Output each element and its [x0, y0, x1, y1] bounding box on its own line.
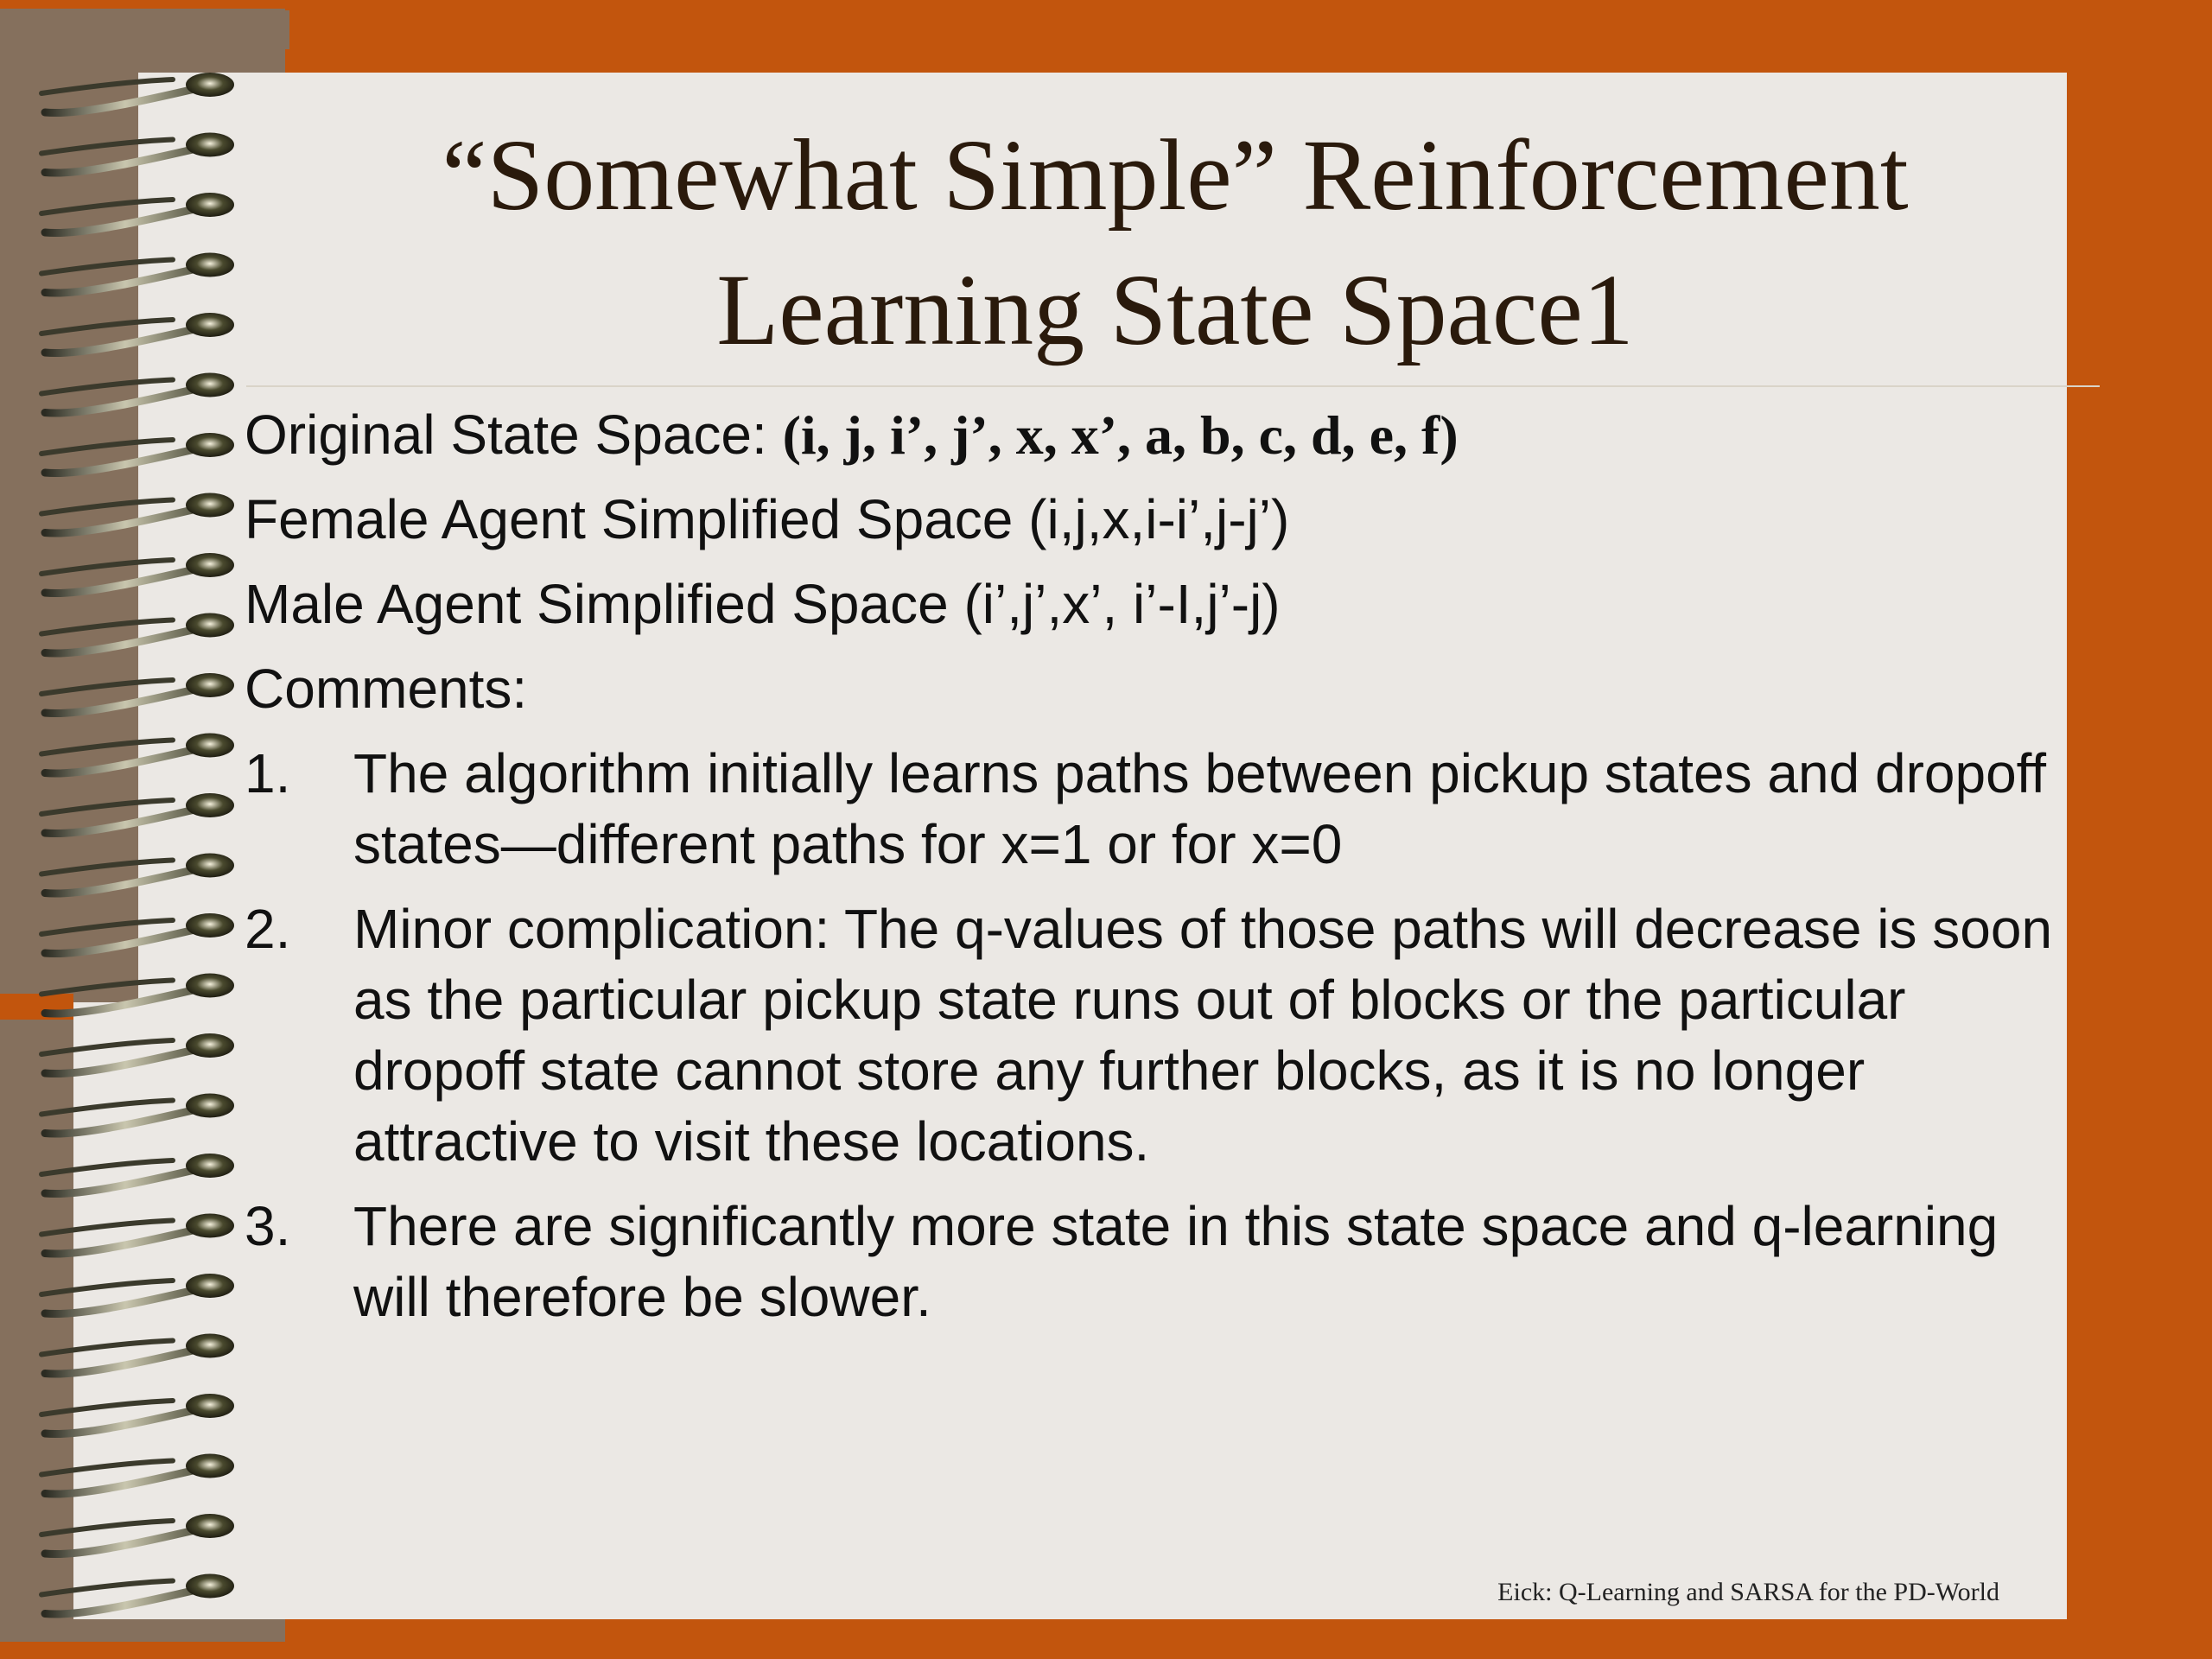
spiral-hole	[186, 1454, 234, 1478]
slide-body	[245, 399, 2059, 1346]
spiral-ring-back	[41, 320, 173, 334]
spiral-ring-back	[41, 1521, 173, 1535]
spiral-ring-back	[41, 440, 173, 454]
spiral-hole	[186, 793, 234, 817]
spiral-hole	[186, 1514, 234, 1538]
spiral-ring-back	[41, 140, 173, 154]
spiral-ring-back	[41, 1581, 173, 1595]
spiral-ring-back	[41, 1341, 173, 1355]
spiral-ring-back	[41, 1160, 173, 1174]
bullet-male-agent-space	[245, 569, 2059, 639]
spiral-ring-back	[41, 1221, 173, 1235]
spiral-hole	[186, 734, 234, 758]
spiral-hole	[186, 854, 234, 878]
spiral-ring-back	[41, 1461, 173, 1475]
spiral-hole	[186, 433, 234, 457]
comment-text: The algorithm initially learns paths between pickup states and dropoff states—different paths for x=1 or for x=0	[353, 742, 2047, 875]
spiral-ring-back	[41, 680, 173, 694]
spiral-ring-back	[41, 1101, 173, 1115]
spiral-hole	[186, 193, 234, 217]
spiral-hole	[186, 1274, 234, 1298]
spiral-ring-back	[41, 920, 173, 934]
spiral-hole	[186, 1574, 234, 1599]
spiral-ring-back	[41, 200, 173, 213]
spiral-ring-back	[41, 620, 173, 634]
spiral-hole	[186, 974, 234, 998]
spiral-ring-back	[41, 500, 173, 514]
spiral-hole	[186, 133, 234, 157]
spiral-hole	[186, 373, 234, 397]
bullet-emphasis: (i, j, i’, j’, x, x’, a, b, c, d, e, f)	[782, 404, 1459, 466]
spiral-hole	[186, 493, 234, 518]
spiral-ring-back	[41, 741, 173, 754]
spiral-hole	[186, 73, 234, 97]
spiral-hole	[186, 1033, 234, 1058]
comment-item-3	[245, 1191, 2059, 1332]
bullet-label: Comments:	[245, 658, 528, 720]
bullet-original-state-space	[245, 399, 2059, 470]
spiral-ring-back	[41, 79, 173, 93]
comment-item-2	[245, 893, 2059, 1177]
spiral-ring-back	[41, 380, 173, 394]
spiral-hole	[186, 1394, 234, 1418]
bullet-label: Original State Space:	[245, 404, 783, 466]
spiral-ring-back	[41, 560, 173, 574]
bullet-label: Female Agent Simplified Space (i,j,x,i-i’,j-j’)	[245, 488, 1290, 550]
title-line-2: Learning State Space1	[716, 253, 1634, 366]
spiral-hole	[186, 1094, 234, 1118]
spiral-hole	[186, 673, 234, 697]
spiral-ring-back	[41, 800, 173, 814]
title-line-1: “Somewhat Simple” Reinforcement	[442, 118, 1909, 232]
comment-number: 1.	[245, 742, 291, 804]
bullet-female-agent-space	[245, 484, 2059, 555]
comment-item-1	[245, 738, 2059, 880]
slide-footer: Eick: Q-Learning and SARSA for the PD-World	[1497, 1578, 1999, 1606]
spiral-hole	[186, 313, 234, 337]
spiral-hole	[186, 1154, 234, 1178]
spiral-hole	[186, 1214, 234, 1238]
comment-number: 3.	[245, 1195, 291, 1257]
spiral-hole	[186, 913, 234, 938]
spiral-ring-back	[41, 1040, 173, 1054]
spiral-hole	[186, 1334, 234, 1358]
bullet-label: Male Agent Simplified Space (i’,j’,x’, i’-I,j’-j)	[245, 573, 1281, 635]
spiral-ring-back	[41, 1281, 173, 1294]
spiral-ring-back	[41, 260, 173, 274]
spiral-hole	[186, 553, 234, 577]
title-divider	[246, 385, 2100, 387]
spiral-binding-icon	[0, 0, 285, 1659]
bullet-comments-heading	[245, 653, 2059, 724]
spiral-ring-back	[41, 861, 173, 874]
slide-title	[259, 108, 2091, 378]
comment-text: Minor complication: The q-values of those paths will decrease is soon as the particular pickup state runs out of blocks or the particular dropoff state cannot store any further blocks, as it is no longer attractive to visit these locations.	[353, 898, 2053, 1173]
spiral-ring-back	[41, 1401, 173, 1414]
comment-text: There are significantly more state in this state space and q-learning will therefore be slower.	[353, 1195, 1999, 1328]
spiral-hole	[186, 253, 234, 277]
spiral-ring-back	[41, 981, 173, 995]
comment-number: 2.	[245, 898, 291, 960]
spiral-hole	[186, 613, 234, 638]
